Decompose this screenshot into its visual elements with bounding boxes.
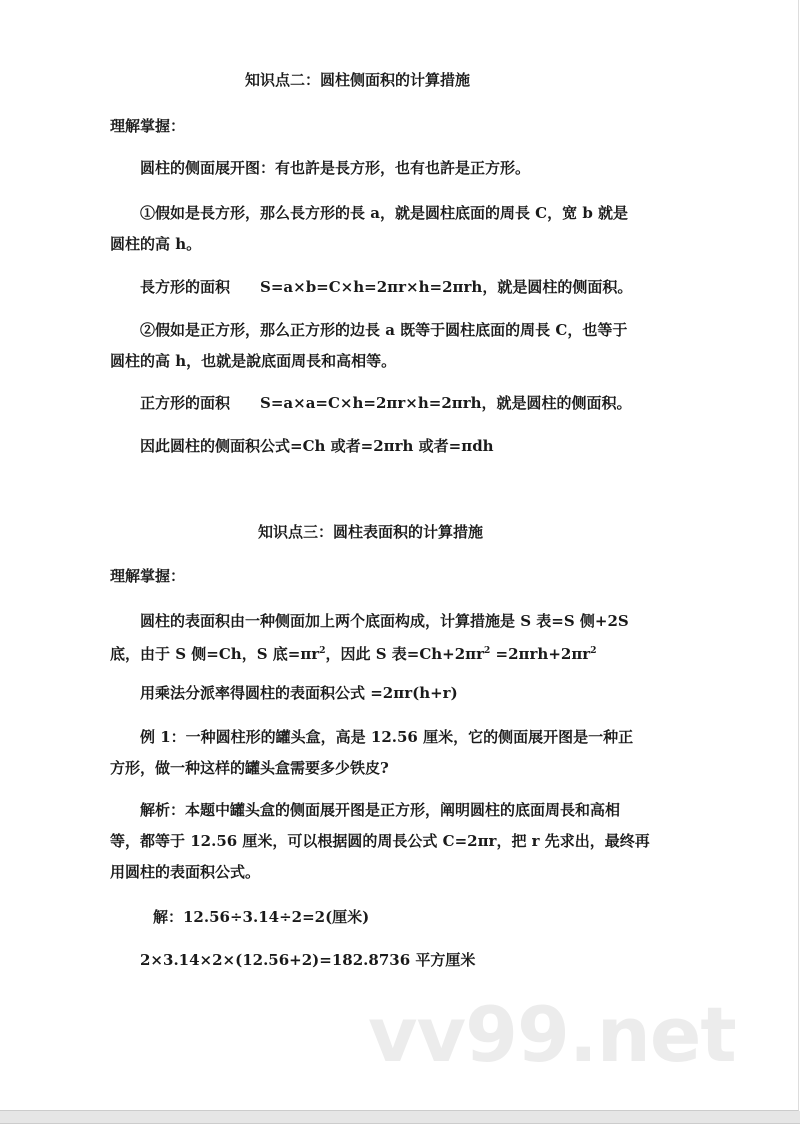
paragraph-line: 解析：本题中罐头盒的侧面展开图是正方形，阐明圆柱的底面周長和高相 xyxy=(140,801,621,819)
page-separator xyxy=(0,1111,800,1124)
superscript: 2 xyxy=(319,646,326,656)
paragraph-line: 圆柱的表面积由一种侧面加上两个底面构成，计算措施是 S 表=S 侧+2S xyxy=(140,612,629,630)
paragraph-line: 例 1：一种圆柱形的罐头盒，高是 12.56 厘米，它的侧面展开图是一种正 xyxy=(140,728,634,746)
text-run: ，因此 S 表=Ch+2πr xyxy=(325,645,485,663)
section-title: 知识点二：圆柱侧面积的计算措施 xyxy=(245,71,471,89)
text-run: 底，由于 S 侧=Ch，S 底=πr xyxy=(110,645,320,663)
watermark: vv99.net xyxy=(368,990,736,1079)
paragraph-line: ②假如是正方形，那么正方形的边長 a 既等于圆柱底面的周長 C，也等于 xyxy=(140,321,628,339)
paragraph-line: 解：12.56÷3.14÷2=2(厘米) xyxy=(153,908,370,926)
paragraph-line: 用圆柱的表面积公式。 xyxy=(110,863,261,881)
paragraph-line: 正方形的面积 S=a×a=C×h=2πr×h=2πrh，就是圆柱的侧面积。 xyxy=(140,394,632,412)
superscript: 2 xyxy=(484,646,491,656)
paragraph-line: 2×3.14×2×(12.56+2)=182.8736 平方厘米 xyxy=(140,951,476,969)
paragraph-line: 等，都等于 12.56 厘米，可以根据圆的周長公式 C=2πr，把 r 先求出，最终再 xyxy=(110,832,650,850)
subheading: 理解掌握： xyxy=(110,567,186,585)
text-run: =2πrh+2πr xyxy=(490,645,591,663)
subheading: 理解掌握： xyxy=(110,117,186,135)
paragraph-line: 圆柱的高 h，也就是說底面周長和高相等。 xyxy=(110,352,397,370)
section-title: 知识点三：圆柱表面积的计算措施 xyxy=(258,523,484,541)
paragraph-line: 長方形的面积 S=a×b=C×h=2πr×h=2πrh，就是圆柱的侧面积。 xyxy=(140,278,633,296)
paragraph-line: 用乘法分派率得圆柱的表面积公式 =2πr(h+r) xyxy=(140,684,458,702)
superscript: 2 xyxy=(590,646,597,656)
paragraph-line: 圆柱的高 h。 xyxy=(110,235,202,253)
paragraph-line: 圆柱的侧面展开图：有也許是長方形，也有也許是正方形。 xyxy=(140,159,531,177)
paragraph-line: 因此圆柱的侧面积公式=Ch 或者=2πrh 或者=πdh xyxy=(140,437,494,455)
paragraph-line: 方形，做一种这样的罐头盒需要多少铁皮? xyxy=(110,759,389,777)
paragraph-line: ①假如是長方形，那么長方形的長 a，就是圆柱底面的周長 C，宽 b 就是 xyxy=(140,204,629,222)
paragraph-line xyxy=(110,641,596,664)
